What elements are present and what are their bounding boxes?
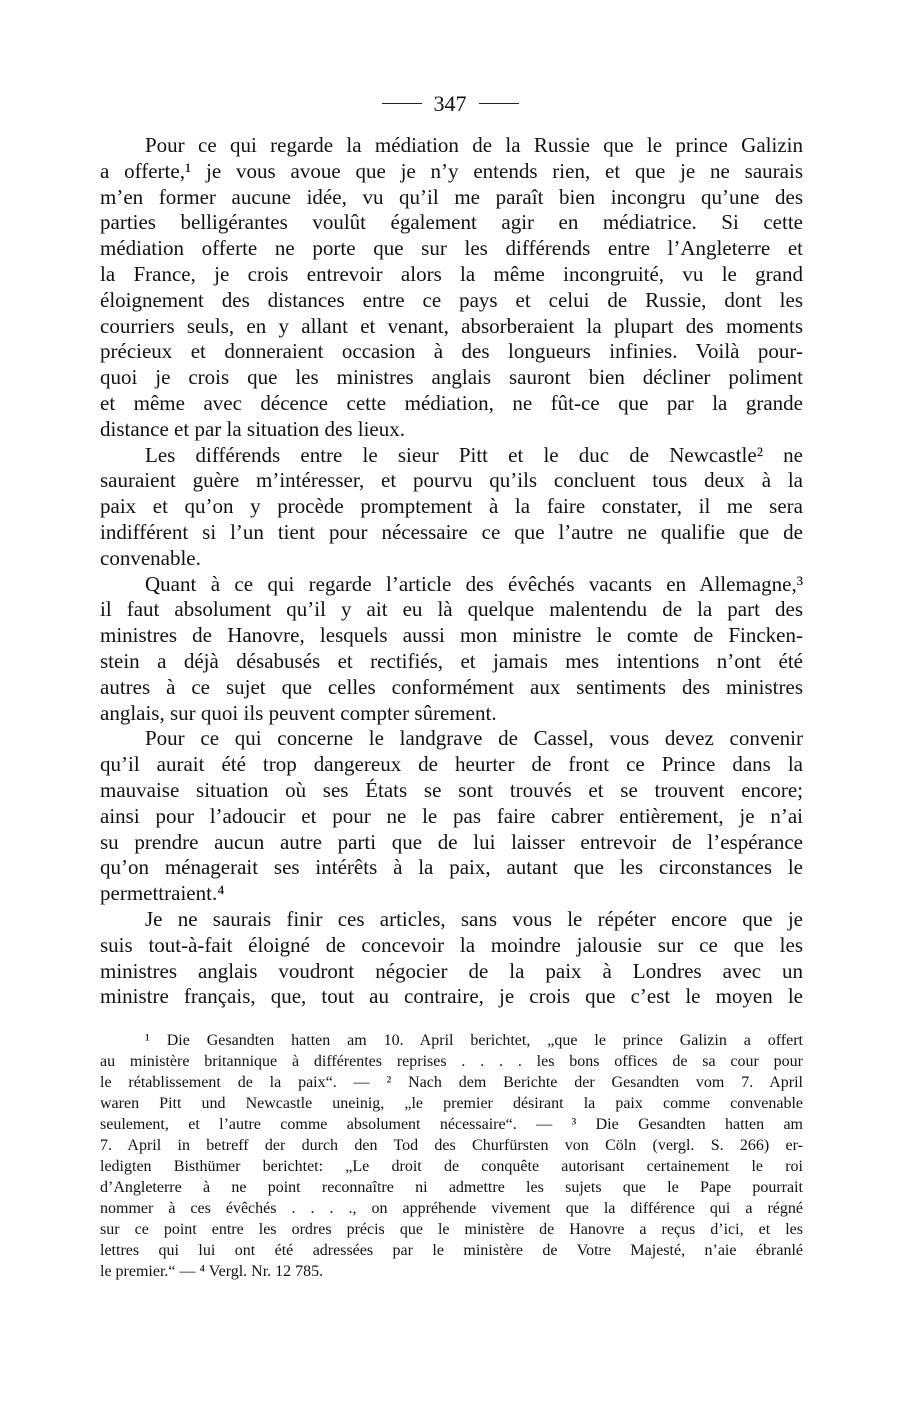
footnote-line: nommer à ces évêchés . . . ., on appréhende vivement que la différence qui a régné [100, 1200, 803, 1217]
body-line: il faut absolument qu’il y ait eu là quelque malentendu de la part des [100, 597, 803, 622]
body-line: Je ne saurais finir ces articles, sans vous le répéter encore que je [145, 906, 803, 931]
body-line: médiation offerte ne porte que sur les différends entre l’Angleterre et [100, 236, 803, 261]
body-line: distance et par la situation des lieux. [100, 416, 405, 441]
body-line: suis tout-à-fait éloigné de concevoir la moindre jalousie sur ce que les [100, 932, 803, 957]
body-line: ministres de Hanovre, lesquels aussi mon ministre le comte de Fincken- [100, 623, 803, 648]
body-line: ministres anglais voudront négocier de la paix à Londres avec un [100, 958, 803, 983]
body-line: autres à ce sujet que celles conformément aux sentiments des ministres [100, 674, 803, 699]
body-line: Pour ce qui regarde la médiation de la Russie que le prince Galizin [145, 133, 803, 157]
footnote-line: ¹ Die Gesandten hatten am 10. April berichtet, „que le prince Galizin a offert [145, 1032, 803, 1049]
footnote-line: waren Pitt und Newcastle uneinig, „le premier désirant la paix comme convenable [100, 1095, 803, 1112]
footnote-line: sur ce point entre les ordres précis que le ministère de Hanovre a reçus d’ici, et les [100, 1221, 803, 1238]
body-line: qu’on ménagerait ses intérêts à la paix, autant que les circonstances le [100, 855, 803, 880]
body-line: m’en former aucune idée, vu qu’il me paraît bien incongru qu’une des [100, 184, 803, 209]
body-line: précieux et donneraient occasion à des longueurs infinies. Voilà pour- [100, 339, 803, 364]
body-text [100, 133, 803, 1010]
body-line: ministre français, que, tout au contraire, je crois que c’est le moyen le [100, 984, 803, 1009]
body-line: qu’il aurait été trop dangereux de heurter de front ce Prince dans la [100, 752, 803, 777]
body-line: paix et qu’on y procède promptement à la faire constater, il me sera [100, 494, 803, 519]
body-line: Les différends entre le sieur Pitt et le duc de Newcastle² ne [145, 442, 803, 467]
footnote-line: ledigten Bisthümer berichtet: „Le droit de conquête autorisant certainement le roi [100, 1158, 803, 1175]
body-line: indifférent si l’un tient pour nécessaire ce que l’autre ne qualifie que de [100, 519, 803, 544]
footnote-line: lettres qui lui ont été adressées par le ministère de Votre Majesté, n’aie ébranlé [100, 1242, 803, 1259]
footnote-line: au ministère britannique à différentes reprises . . . . les bons offices de sa cour pour [100, 1053, 803, 1070]
body-line: su prendre aucun autre parti que de lui laisser entrevoir de l’espérance [100, 829, 803, 854]
page-header [0, 90, 900, 118]
footnote-line: le premier.“ — ⁴ Vergl. Nr. 12 785. [100, 1263, 324, 1280]
footnote-line: 7. April in betreff der durch den Tod des Churfürsten von Cöln (vergl. S. 266) er- [100, 1137, 803, 1154]
body-line: parties belligérantes voulût également agir en médiatrice. Si cette [100, 210, 803, 235]
body-line: éloignement des distances entre ce pays et celui de Russie, dont les [100, 287, 803, 312]
page-number: 347 [433, 91, 467, 116]
body-line: et même avec décence cette médiation, ne fût-ce que par la grande [100, 390, 803, 415]
body-line: Quant à ce qui regarde l’article des évêchés vacants en Allemagne,³ [145, 571, 803, 596]
body-line: permettraient.⁴ [100, 881, 225, 906]
body-line: la France, je crois entrevoir alors la même incongruité, vu le grand [100, 261, 803, 286]
body-line: courriers seuls, en y allant et venant, absorberaient la plupart des moments [100, 313, 803, 338]
footnote-line: le rétablissement de la paix“. — ² Nach dem Berichte der Gesandten vom 7. April [100, 1074, 803, 1091]
footnotes [100, 1030, 803, 1282]
body-line: quoi je crois que les ministres anglais sauront bien décliner poliment [100, 365, 803, 390]
body-line: ainsi pour l’adoucir et pour ne le pas faire cabrer entièrement, je n’ai [100, 803, 803, 828]
header-dash-left [382, 103, 422, 104]
body-line: mauvaise situation où ses États se sont trouvés et se trouvent encore; [100, 777, 803, 802]
body-line: sauraient guère m’intéresser, et pourvu qu’ils concluent tous deux à la [100, 468, 803, 493]
footnote-line: d’Angleterre à ne point reconnaître ni admettre les sujets que le Pape pourrait [100, 1179, 803, 1196]
body-line: stein a déjà désabusés et rectifiés, et jamais mes intentions n’ont été [100, 648, 803, 673]
body-line: Pour ce qui concerne le landgrave de Cassel, vous devez convenir [145, 726, 803, 751]
body-line: a offerte,¹ je vous avoue que je n’y entends rien, et que je ne saurais [100, 158, 803, 183]
body-line: convenable. [100, 545, 201, 570]
header-dash-right [479, 103, 519, 104]
footnote-line: seulement, et l’autre comme absolument nécessaire“. — ³ Die Gesandten hatten am [100, 1116, 803, 1133]
body-line: anglais, sur quoi ils peuvent compter sûrement. [100, 700, 497, 725]
